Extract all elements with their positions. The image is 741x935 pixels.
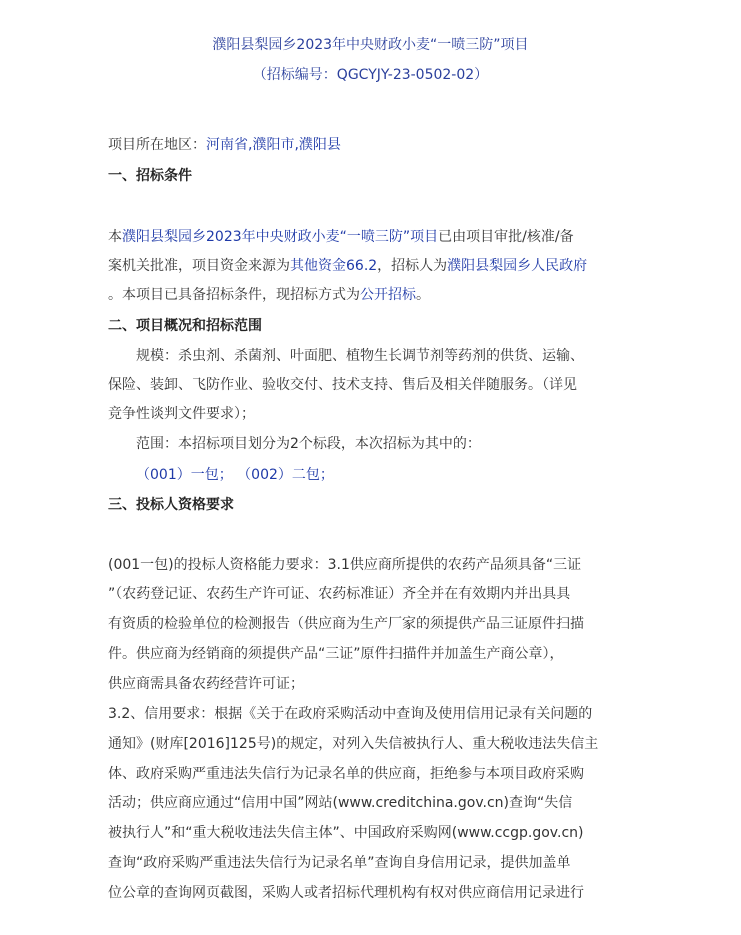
tender-number: （招标编号：QGCYJY-23-0502-02） <box>252 67 489 83</box>
qualification-line: 查询“政府采购严重违法失信行为记录名单”查询自身信用记录，提供加盖单 <box>108 855 571 871</box>
paragraph-line <box>108 227 574 247</box>
qualification-line: 位公章的查询网页截图，采购人或者招标代理机构有权对供应商信用记录进行 <box>108 885 584 901</box>
section-heading-project-overview: 二、项目概况和招标范围 <box>108 318 262 334</box>
text-fragment: ，招标人为 <box>377 258 448 274</box>
scale-line: 保险、装卸、飞防作业、验收交付、技术支持、售后及相关伴随服务。（详见 <box>108 377 577 393</box>
range-line: 范围：本招标项目划分为2个标段，本次招标为其中的： <box>136 436 481 452</box>
document-title: 濮阳县梨园乡2023年中央财政小麦“一喷三防”项目 <box>212 37 529 53</box>
project-region <box>108 135 341 155</box>
text-fragment: 已由项目审批/核准/备 <box>438 229 574 245</box>
paragraph-line <box>108 285 430 305</box>
qualification-line: 通知》(财库[2016]125号)的规定，对列入失信被执行人、重大税收违法失信主 <box>108 736 599 752</box>
section-heading-bidder-qualification: 三、投标人资格要求 <box>108 497 234 513</box>
qualification-line: 被执行人”和“重大税收违法失信主体”、中国政府采购网(www.ccgp.gov.cn) <box>108 825 584 841</box>
scale-line: 规模：杀虫剂、杀菌剂、叶面肥、植物生长调节剂等药剂的供货、运输、 <box>136 348 584 364</box>
text-fragment: 。本项目已具备招标条件，现招标方式为 <box>108 287 360 303</box>
project-name-link: 濮阳县梨园乡2023年中央财政小麦“一喷三防”项目 <box>122 229 439 245</box>
paragraph-line <box>108 256 587 276</box>
qualification-line: 体、政府采购严重违法失信行为记录名单的供应商，拒绝参与本项目政府采购 <box>108 766 584 782</box>
lots-line: （001）一包； （002）二包； <box>136 467 334 483</box>
qualification-line: 供应商需具备农药经营许可证； <box>108 676 304 692</box>
scale-line: 竞争性谈判文件要求）； <box>108 406 255 422</box>
qualification-line: 有资质的检验单位的检测报告（供应商为生产厂家的须提供产品三证原件扫描 <box>108 616 584 632</box>
qualification-line: (001一包)的投标人资格能力要求：3.1供应商所提供的农药产品须具备“三证 <box>108 557 582 573</box>
qualification-line: 3.2、信用要求：根据《关于在政府采购活动中查询及使用信用记录有关问题的 <box>108 706 593 722</box>
text-fragment: 。 <box>416 287 430 303</box>
region-label: 项目所在地区： <box>108 137 206 153</box>
text-fragment: 案机关批准，项目资金来源为 <box>108 258 290 274</box>
fund-source-value: 其他资金66.2 <box>290 258 378 274</box>
qualification-line: ”（农药登记证、农药生产许可证、农药标准证）齐全并在有效期内并出具具 <box>108 586 571 602</box>
qualification-line: 件。供应商为经销商的须提供产品“三证”原件扫描件并加盖生产商公章）， <box>108 646 564 662</box>
tender-method-value: 公开招标 <box>360 287 416 303</box>
qualification-line: 活动；供应商应通过“信用中国”网站(www.creditchina.gov.cn)查询“失信 <box>108 795 573 811</box>
section-heading-tender-conditions: 一、招标条件 <box>108 168 192 184</box>
tenderer-value: 濮阳县梨园乡人民政府 <box>447 258 588 274</box>
text-fragment: 本 <box>108 229 122 245</box>
region-value: 河南省,濮阳市,濮阳县 <box>206 137 341 153</box>
